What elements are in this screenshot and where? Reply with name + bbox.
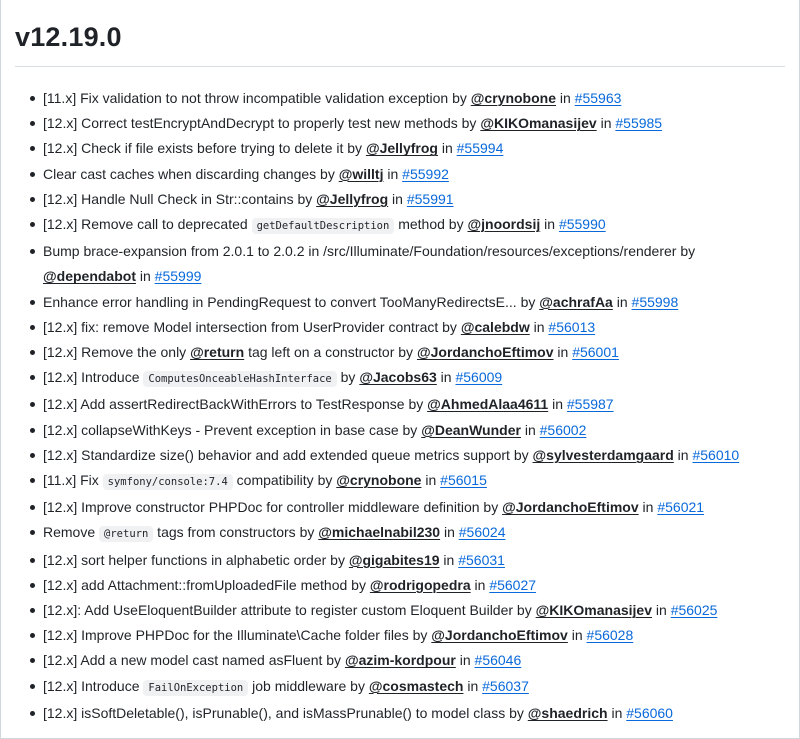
change-text: compatibility by [232, 472, 337, 489]
change-text: in [673, 446, 693, 463]
list-item [25, 443, 785, 468]
list-item [25, 136, 785, 161]
change-text: [12.x] Correct testEncryptAndDecrypt to properly test new methods by [43, 115, 481, 132]
change-text: [12.x] sort helper functions in alphabetic order by [43, 551, 349, 568]
inline-code: symfony/console:7.4 [103, 474, 233, 490]
bullet-icon [30, 249, 35, 254]
pr-link[interactable]: #56060 [626, 704, 673, 721]
change-text: in [555, 90, 575, 106]
bullet-icon [30, 428, 35, 433]
change-text: [12.x] Add a new model cast named asFluent by [43, 652, 345, 669]
list-item [25, 623, 785, 648]
pr-link[interactable]: #55991 [406, 190, 454, 207]
author-link[interactable]: @michaelnabil230 [318, 524, 441, 541]
change-text: tags from constructors by [153, 524, 319, 541]
pr-link[interactable]: #56046 [474, 652, 522, 669]
pr-link[interactable]: #56010 [692, 446, 740, 463]
author-link[interactable]: @Jellyfrog [316, 190, 389, 207]
bullet-icon [30, 711, 35, 716]
list-item [25, 187, 785, 212]
list-item [25, 315, 785, 340]
author-link[interactable]: @Jellyfrog [365, 140, 438, 157]
bullet-icon [30, 121, 35, 126]
author-link[interactable]: @KIKOmanasijev [480, 115, 597, 132]
author-link[interactable]: @JordanchoEftimov [431, 627, 568, 644]
change-text: [12.x] Introduce [43, 677, 144, 694]
change-text: in [638, 499, 658, 516]
change-text: [12.x] add Attachment::fromUploadedFile method by [43, 576, 370, 593]
pr-link[interactable]: #56009 [455, 369, 503, 386]
pr-link[interactable]: #55985 [615, 115, 663, 132]
change-text: in [436, 369, 456, 386]
pr-link[interactable]: #56002 [539, 421, 587, 438]
author-link[interactable]: @JordanchoEftimov [416, 344, 554, 361]
change-text: in [607, 704, 627, 721]
author-link[interactable]: @KIKOmanasijev [535, 602, 652, 619]
change-text: [12.x] Handle Null Check in Str::contains by [43, 190, 317, 207]
change-text: by [336, 369, 360, 386]
bullet-icon [30, 375, 35, 380]
changelog-list [25, 86, 785, 726]
pr-link[interactable]: #56015 [440, 472, 487, 489]
pr-link[interactable]: #56024 [458, 524, 506, 541]
bullet-icon [30, 172, 35, 177]
bullet-icon [30, 608, 35, 613]
pr-link[interactable]: #56028 [586, 627, 634, 644]
change-text: in [553, 344, 573, 361]
author-link[interactable]: @Jacobs63 [359, 369, 437, 386]
pr-link[interactable]: #55963 [574, 90, 622, 106]
pr-link[interactable]: #55992 [402, 165, 449, 182]
inline-code: getDefaultDescription [252, 218, 395, 234]
bullet-icon [30, 325, 35, 330]
change-text: in [421, 472, 441, 489]
change-text: [12.x] Introduce [43, 369, 144, 386]
change-text: [12.x] Check if file exists before trying to delete it by [43, 140, 366, 157]
change-text: in [612, 293, 632, 310]
change-text: [12.x] Improve constructor PHPDoc for controller middleware definition by [43, 499, 503, 516]
pr-link[interactable]: #56013 [548, 318, 596, 335]
inline-code: @return [99, 526, 153, 542]
list-item [25, 598, 785, 623]
list-item [25, 340, 785, 365]
pr-link[interactable]: #56031 [458, 551, 505, 568]
list-item [25, 648, 785, 673]
change-text: [12.x] fix: remove Model intersection from UserProvider contract by [43, 318, 461, 335]
author-link[interactable]: @DeanWunder [421, 421, 521, 438]
bullet-icon [30, 146, 35, 151]
change-text: [12.x]: Add UseEloquentBuilder attribute to register custom Eloquent Builder by [43, 602, 536, 619]
change-text: in [596, 115, 616, 132]
author-link[interactable]: @achrafAa [539, 293, 613, 310]
author-link[interactable]: @shaedrich [527, 704, 608, 721]
change-text: [12.x] isSoftDeletable(), isPrunable(), and isMassPrunable() to model class by [43, 704, 528, 721]
change-text: Remove [43, 524, 100, 541]
change-text: job middleware by [248, 677, 369, 694]
author-link[interactable]: @crynobone [336, 472, 422, 489]
bullet-icon [30, 402, 35, 407]
change-text: in [437, 140, 457, 157]
bullet-icon [30, 633, 35, 638]
change-text: Bump brace-expansion from 2.0.1 to 2.0.2 in /src/Illuminate/Foundation/resources/exceptions/renderer by [43, 243, 696, 260]
pr-link[interactable]: #56027 [489, 576, 537, 593]
change-text: in [383, 165, 403, 182]
list-item [25, 674, 785, 701]
change-text: [12.x] Improve PHPDoc for the Illuminate\Cache folder files by [43, 627, 432, 644]
bullet-icon [30, 558, 35, 563]
change-text: tag left on a constructor by [244, 344, 417, 361]
change-text: in [135, 268, 155, 285]
change-text: [12.x] Standardize size() behavior and add extended queue metrics support by [43, 446, 533, 463]
change-text: in [470, 576, 490, 593]
list-item [25, 212, 785, 239]
change-text: in [388, 190, 407, 207]
author-link[interactable]: @dependabot [43, 268, 136, 285]
author-link[interactable]: @jnoordsij [467, 216, 541, 233]
list-item [25, 548, 785, 573]
list-item [25, 495, 785, 520]
bullet-icon [30, 300, 35, 305]
change-text: in [463, 677, 483, 694]
pr-link[interactable]: #56037 [482, 677, 529, 694]
change-text: in [540, 216, 559, 233]
author-link[interactable]: @AhmedAlaa4611 [427, 396, 549, 413]
author-link[interactable]: @crynobone [470, 90, 556, 106]
list-item [25, 239, 785, 289]
bullet-icon [30, 658, 35, 663]
pr-link[interactable]: #55987 [566, 396, 614, 413]
author-link[interactable]: @cosmastech [368, 677, 464, 694]
list-item [25, 520, 785, 547]
change-text: in [567, 627, 587, 644]
change-text: in [652, 602, 671, 619]
pr-link[interactable]: #56021 [657, 499, 705, 516]
bullet-icon [30, 350, 35, 355]
bullet-icon [30, 222, 35, 227]
change-text: in [529, 318, 549, 335]
change-text: [12.x] Remove the only [43, 344, 191, 361]
change-text: Clear cast caches when discarding changes by [43, 165, 339, 182]
change-text: in [548, 396, 567, 413]
inline-code: ComputesOnceableHashInterface [143, 371, 336, 387]
pr-link[interactable]: #56025 [670, 602, 718, 619]
change-text: [11.x] Fix validation to not throw incompatible validation exception by [43, 90, 471, 106]
change-text: Enhance error handling in PendingRequest to convert TooManyRedirectsE... by [43, 293, 540, 310]
author-link[interactable]: @rodrigopedra [369, 576, 471, 593]
change-text: [12.x] Remove call to deprecated [43, 216, 252, 233]
bullet-icon [30, 505, 35, 510]
author-link[interactable]: @JordanchoEftimov [502, 499, 639, 516]
change-text: method by [394, 216, 468, 233]
change-text: in [455, 652, 475, 669]
bullet-icon [30, 530, 35, 535]
title-divider [15, 66, 785, 67]
change-text: in [439, 551, 459, 568]
bullet-icon [30, 583, 35, 588]
list-item [25, 701, 785, 726]
change-text: [12.x] collapseWithKeys - Prevent exception in base case by [43, 421, 422, 438]
list-item [25, 468, 785, 495]
bullet-icon [30, 684, 35, 689]
list-item [25, 573, 785, 598]
author-link[interactable]: @azim-kordpour [344, 652, 456, 669]
list-item [25, 111, 785, 136]
bullet-icon [30, 96, 35, 101]
pr-link[interactable]: #55994 [456, 140, 504, 157]
pr-link[interactable]: #55998 [631, 293, 679, 310]
list-item [25, 418, 785, 443]
inline-code: FailOnException [143, 680, 248, 696]
bullet-icon [30, 197, 35, 202]
author-link[interactable]: @willtj [338, 165, 384, 182]
author-link[interactable]: @sylvesterdamgaard [532, 446, 674, 463]
pr-link[interactable]: #55999 [154, 268, 202, 285]
bullet-icon [30, 478, 35, 483]
change-text: [12.x] Add assertRedirectBackWithErrors to TestResponse by [43, 396, 428, 413]
author-link[interactable]: @calebdw [460, 318, 530, 335]
pr-link[interactable]: #56001 [572, 344, 619, 361]
list-item [25, 290, 785, 315]
change-text: in [440, 524, 459, 541]
mention-link[interactable]: @return [190, 344, 245, 361]
list-item [25, 365, 785, 392]
release-title[interactable]: v12.19.0 [15, 22, 122, 52]
list-item [25, 162, 785, 187]
change-text: [11.x] Fix [43, 472, 103, 489]
bullet-icon [30, 453, 35, 458]
author-link[interactable]: @gigabites19 [348, 551, 440, 568]
change-text: in [520, 421, 540, 438]
pr-link[interactable]: #55990 [558, 216, 606, 233]
list-item [25, 86, 785, 111]
list-item [25, 392, 785, 417]
